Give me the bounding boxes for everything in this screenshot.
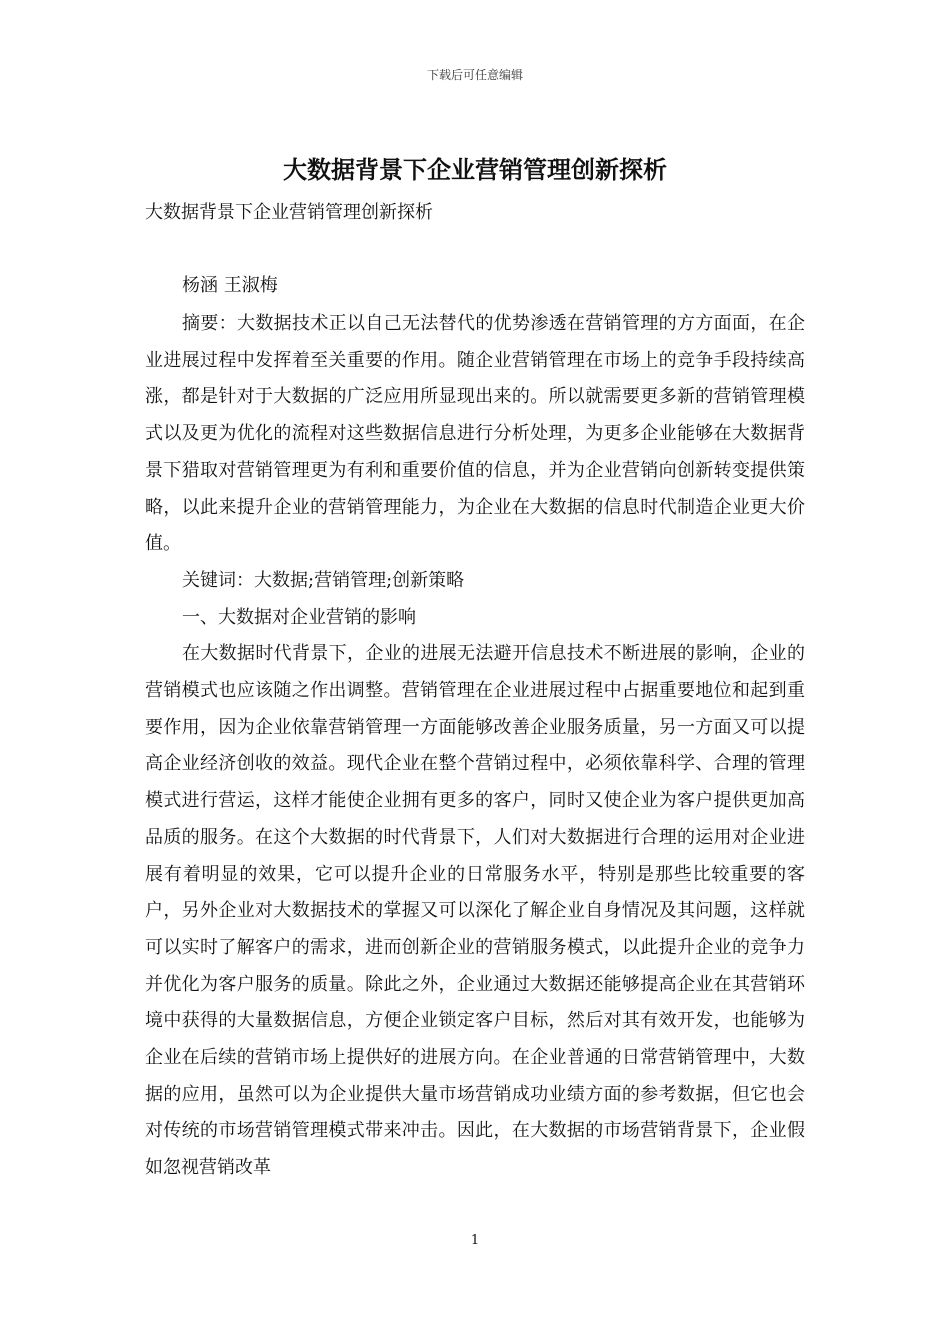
abstract-paragraph: 摘要：大数据技术正以自己无法替代的优势渗透在营销管理的方方面面，在企业进展过程中发挥着至关重要的作用。随企业营销管理在市场上的竞争手段持续高涨，都是针对于大数据的广泛应用所显现出来的。所以就需要更多新的营销管理模式以及更为优化的流程对这些数据信息进行分析处理，为更多企业能够在大数据背景下猎取对营销管理更为有利和重要价值的信息，并为企业营销向创新转变提供策略，以此来提升企业的营销管理能力，为企业在大数据的信息时代制造企业更大价值。 — [145, 313, 805, 555]
keywords-paragraph: 关键词：大数据;营销管理;创新策略 — [182, 569, 465, 591]
section-heading: 一、大数据对企业营销的影响 — [182, 606, 416, 628]
header-note: 下载后可任意编辑 — [426, 68, 523, 82]
page-number: 1 — [470, 1233, 480, 1248]
document-subtitle: 大数据背景下企业营销管理创新探析 — [145, 202, 433, 223]
document-body — [145, 306, 805, 1187]
document-title: 大数据背景下企业营销管理创新探析 — [283, 155, 667, 184]
body-paragraph: 在大数据时代背景下，企业的进展无法避开信息技术不断进展的影响，企业的营销模式也应该随之作出调整。营销管理在企业进展过程中占据重要地位和起到重要作用，因为企业依靠营销管理一方面能够改善企业服务质量，另一方面又可以提高企业经济创收的效益。现代企业在整个营销过程中，必须依靠科学、合理的管理模式进行营运，这样才能使企业拥有更多的客户，同时又使企业为客户提供更加高品质的服务。在这个大数据的时代背景下，人们对大数据进行合理的运用对企业进展有着明显的效果，它可以提升企业的日常服务水平，特别是那些比较重要的客户，另外企业对大数据技术的掌握又可以深化了解企业自身情况及其问题，这样就可以实时了解客户的需求，进而创新企业的营销服务模式，以此提升企业的竞争力并优化为客户服务的质量。除此之外，企业通过大数据还能够提高企业在其营销环境中获得的大量数据信息，方便企业锁定客户目标，然后对其有效开发，也能够为企业在后续的营销市场上提供好的进展方向。在企业普通的日常营销管理中，大数据的应用，虽然可以为企业提供大量市场营销成功业绩方面的参考数据，但它也会对传统的市场营销管理模式带来冲击。因此，在大数据的市场营销背景下，企业假如忽视营销改革 — [145, 643, 805, 1179]
author-names: 杨涵 王淑梅 — [182, 275, 278, 296]
